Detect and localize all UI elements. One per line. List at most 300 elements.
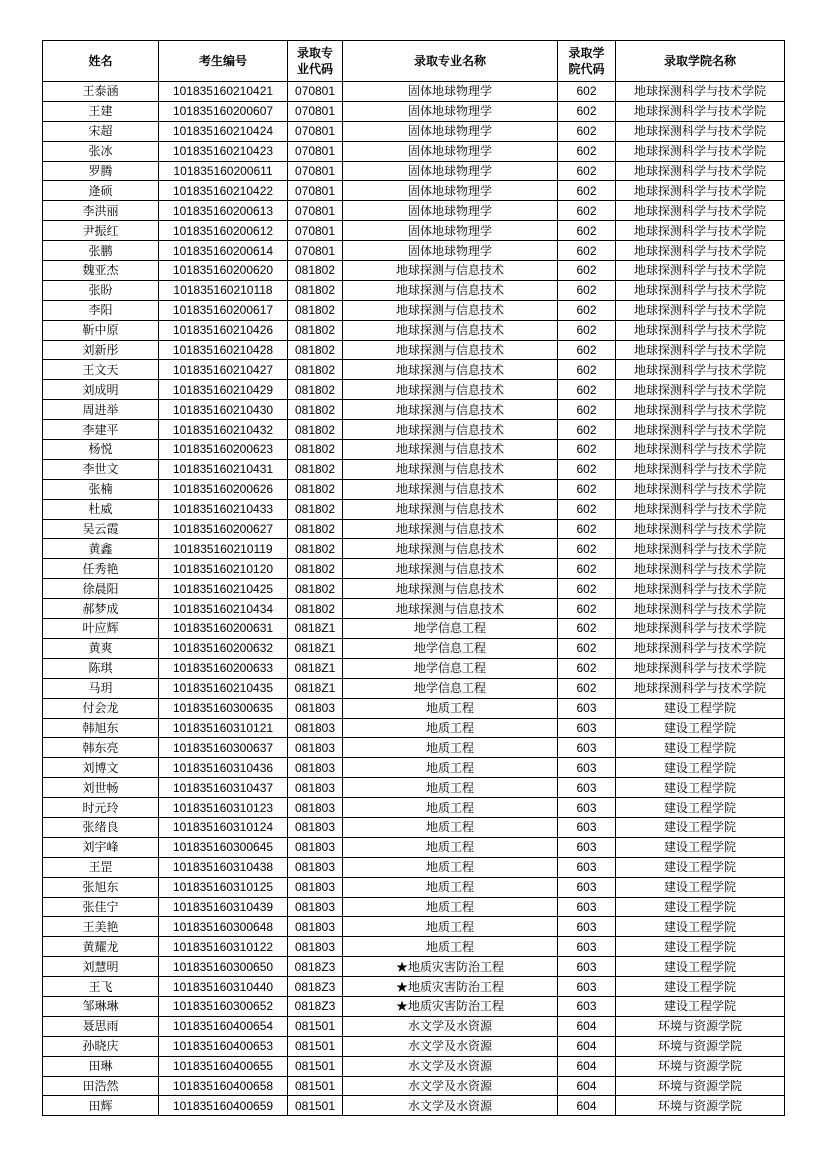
- table-row: [43, 201, 785, 221]
- table-row: [43, 619, 785, 639]
- exam-id-cell: 101835160300652: [159, 996, 288, 1016]
- college-code-cell: 603: [558, 758, 616, 778]
- college-code-cell: 602: [558, 479, 616, 499]
- table-row: [43, 638, 785, 658]
- major-code-cell: 070801: [288, 221, 343, 241]
- college-code-cell: 602: [558, 241, 616, 261]
- college-code-cell: 602: [558, 420, 616, 440]
- college-code-cell: 602: [558, 261, 616, 281]
- name-cell: 李世文: [43, 459, 159, 479]
- major-name-cell: 固体地球物理学: [343, 82, 558, 102]
- college-code-cell: 602: [558, 181, 616, 201]
- college-code-cell: 602: [558, 400, 616, 420]
- exam-id-cell: 101835160200623: [159, 440, 288, 460]
- college-code-cell: 602: [558, 380, 616, 400]
- table-row: [43, 758, 785, 778]
- table-row: [43, 121, 785, 141]
- major-code-cell: 081802: [288, 340, 343, 360]
- major-name-cell: 水文学及水资源: [343, 1056, 558, 1076]
- college-name-cell: 地球探测科学与技术学院: [616, 181, 785, 201]
- major-name-cell: 地学信息工程: [343, 638, 558, 658]
- college-code-cell: 602: [558, 658, 616, 678]
- table-row: [43, 400, 785, 420]
- college-code-cell: 603: [558, 837, 616, 857]
- college-code-cell: 603: [558, 798, 616, 818]
- name-cell: 任秀艳: [43, 559, 159, 579]
- major-code-cell: 081501: [288, 1096, 343, 1116]
- college-name-cell: 地球探测科学与技术学院: [616, 380, 785, 400]
- name-cell: 张盼: [43, 280, 159, 300]
- table-row: [43, 82, 785, 102]
- major-code-cell: 081803: [288, 877, 343, 897]
- exam-id-cell: 101835160310437: [159, 778, 288, 798]
- college-name-cell: 地球探测科学与技术学院: [616, 320, 785, 340]
- major-code-cell: 081802: [288, 479, 343, 499]
- major-name-cell: 地质工程: [343, 758, 558, 778]
- name-cell: 刘博文: [43, 758, 159, 778]
- college-code-cell: 602: [558, 499, 616, 519]
- major-code-cell: 070801: [288, 201, 343, 221]
- college-code-cell: 604: [558, 1076, 616, 1096]
- header-exam-id: 考生编号: [159, 41, 288, 82]
- college-code-cell: 602: [558, 141, 616, 161]
- major-name-cell: 地球探测与信息技术: [343, 280, 558, 300]
- exam-id-cell: 101835160300645: [159, 837, 288, 857]
- header-major-code-line2: 业代码: [296, 62, 333, 76]
- college-name-cell: 地球探测科学与技术学院: [616, 360, 785, 380]
- college-name-cell: 地球探测科学与技术学院: [616, 300, 785, 320]
- college-code-cell: 604: [558, 1016, 616, 1036]
- college-name-cell: 建设工程学院: [616, 738, 785, 758]
- college-code-cell: 602: [558, 519, 616, 539]
- college-code-cell: 604: [558, 1096, 616, 1116]
- major-code-cell: 081802: [288, 519, 343, 539]
- college-name-cell: 地球探测科学与技术学院: [616, 201, 785, 221]
- college-name-cell: 建设工程学院: [616, 857, 785, 877]
- major-name-cell: ★地质灾害防治工程: [343, 996, 558, 1016]
- major-code-cell: 0818Z1: [288, 619, 343, 639]
- college-code-cell: 602: [558, 678, 616, 698]
- major-name-cell: 地质工程: [343, 817, 558, 837]
- table-row: [43, 360, 785, 380]
- major-name-cell: 地质工程: [343, 917, 558, 937]
- college-name-cell: 地球探测科学与技术学院: [616, 619, 785, 639]
- name-cell: 刘成明: [43, 380, 159, 400]
- table-body: [43, 82, 785, 1116]
- header-college-code: [558, 41, 616, 82]
- major-code-cell: 081802: [288, 380, 343, 400]
- exam-id-cell: 101835160210425: [159, 579, 288, 599]
- major-code-cell: 081803: [288, 817, 343, 837]
- table-row: [43, 658, 785, 678]
- major-code-cell: 081803: [288, 718, 343, 738]
- college-code-cell: 602: [558, 101, 616, 121]
- name-cell: 田辉: [43, 1096, 159, 1116]
- table-row: [43, 380, 785, 400]
- table-row: [43, 579, 785, 599]
- exam-id-cell: 101835160200633: [159, 658, 288, 678]
- table-header: [43, 41, 785, 82]
- college-code-cell: 602: [558, 619, 616, 639]
- name-cell: 王泰涵: [43, 82, 159, 102]
- major-name-cell: 地球探测与信息技术: [343, 360, 558, 380]
- name-cell: 李洪丽: [43, 201, 159, 221]
- major-code-cell: 081501: [288, 1056, 343, 1076]
- college-name-cell: 地球探测科学与技术学院: [616, 161, 785, 181]
- table-row: [43, 181, 785, 201]
- name-cell: 王美艳: [43, 917, 159, 937]
- college-name-cell: 地球探测科学与技术学院: [616, 599, 785, 619]
- major-name-cell: ★地质灾害防治工程: [343, 957, 558, 977]
- exam-id-cell: 101835160400653: [159, 1036, 288, 1056]
- header-college-code-line2: 院代码: [568, 62, 605, 76]
- college-name-cell: 环境与资源学院: [616, 1016, 785, 1036]
- exam-id-cell: 101835160210421: [159, 82, 288, 102]
- name-cell: 尹振红: [43, 221, 159, 241]
- exam-id-cell: 101835160200607: [159, 101, 288, 121]
- major-name-cell: 固体地球物理学: [343, 181, 558, 201]
- major-code-cell: 081802: [288, 400, 343, 420]
- major-code-cell: 081802: [288, 559, 343, 579]
- exam-id-cell: 101835160210429: [159, 380, 288, 400]
- major-code-cell: 081803: [288, 837, 343, 857]
- college-code-cell: 603: [558, 698, 616, 718]
- major-code-cell: 081803: [288, 937, 343, 957]
- exam-id-cell: 101835160400658: [159, 1076, 288, 1096]
- major-name-cell: 地质工程: [343, 798, 558, 818]
- major-name-cell: 固体地球物理学: [343, 141, 558, 161]
- exam-id-cell: 101835160310121: [159, 718, 288, 738]
- major-name-cell: 地质工程: [343, 837, 558, 857]
- exam-id-cell: 101835160210426: [159, 320, 288, 340]
- major-name-cell: 地球探测与信息技术: [343, 380, 558, 400]
- major-code-cell: 081802: [288, 280, 343, 300]
- major-code-cell: 081802: [288, 539, 343, 559]
- name-cell: 王文天: [43, 360, 159, 380]
- major-code-cell: 081803: [288, 897, 343, 917]
- college-code-cell: 602: [558, 320, 616, 340]
- college-name-cell: 地球探测科学与技术学院: [616, 678, 785, 698]
- name-cell: 靳中原: [43, 320, 159, 340]
- college-name-cell: 建设工程学院: [616, 718, 785, 738]
- name-cell: 张鹏: [43, 241, 159, 261]
- major-code-cell: 081803: [288, 917, 343, 937]
- college-code-cell: 602: [558, 559, 616, 579]
- table-row: [43, 440, 785, 460]
- exam-id-cell: 101835160200632: [159, 638, 288, 658]
- college-code-cell: 604: [558, 1036, 616, 1056]
- name-cell: 韩旭东: [43, 718, 159, 738]
- name-cell: 李建平: [43, 420, 159, 440]
- name-cell: 徐晨阳: [43, 579, 159, 599]
- name-cell: 邹琳琳: [43, 996, 159, 1016]
- major-name-cell: 地球探测与信息技术: [343, 320, 558, 340]
- major-code-cell: 081803: [288, 798, 343, 818]
- name-cell: 叶应辉: [43, 619, 159, 639]
- college-code-cell: 602: [558, 121, 616, 141]
- major-name-cell: 地质工程: [343, 718, 558, 738]
- college-name-cell: 地球探测科学与技术学院: [616, 559, 785, 579]
- exam-id-cell: 101835160310438: [159, 857, 288, 877]
- exam-id-cell: 101835160400655: [159, 1056, 288, 1076]
- college-name-cell: 建设工程学院: [616, 877, 785, 897]
- header-college-code-line1: 录取学: [568, 46, 605, 60]
- admission-table: [42, 40, 785, 1116]
- major-code-cell: 081802: [288, 320, 343, 340]
- major-name-cell: 地学信息工程: [343, 678, 558, 698]
- exam-id-cell: 101835160210118: [159, 280, 288, 300]
- college-code-cell: 602: [558, 579, 616, 599]
- college-code-cell: 603: [558, 857, 616, 877]
- table-row: [43, 261, 785, 281]
- table-row: [43, 957, 785, 977]
- exam-id-cell: 101835160200631: [159, 619, 288, 639]
- college-name-cell: 环境与资源学院: [616, 1096, 785, 1116]
- major-name-cell: 地球探测与信息技术: [343, 579, 558, 599]
- college-name-cell: 地球探测科学与技术学院: [616, 479, 785, 499]
- table-row: [43, 837, 785, 857]
- exam-id-cell: 101835160300650: [159, 957, 288, 977]
- table-row: [43, 280, 785, 300]
- exam-id-cell: 101835160200626: [159, 479, 288, 499]
- college-code-cell: 603: [558, 877, 616, 897]
- table-row: [43, 499, 785, 519]
- exam-id-cell: 101835160210432: [159, 420, 288, 440]
- college-name-cell: 建设工程学院: [616, 996, 785, 1016]
- college-name-cell: 建设工程学院: [616, 937, 785, 957]
- table-row: [43, 1036, 785, 1056]
- college-code-cell: 602: [558, 440, 616, 460]
- college-name-cell: 地球探测科学与技术学院: [616, 638, 785, 658]
- major-code-cell: 0818Z1: [288, 678, 343, 698]
- table-row: [43, 221, 785, 241]
- exam-id-cell: 101835160300635: [159, 698, 288, 718]
- name-cell: 黄耀龙: [43, 937, 159, 957]
- exam-id-cell: 101835160310123: [159, 798, 288, 818]
- college-name-cell: 地球探测科学与技术学院: [616, 101, 785, 121]
- major-name-cell: 水文学及水资源: [343, 1036, 558, 1056]
- exam-id-cell: 101835160310436: [159, 758, 288, 778]
- major-code-cell: 0818Z3: [288, 957, 343, 977]
- name-cell: 黄爽: [43, 638, 159, 658]
- college-name-cell: 建设工程学院: [616, 798, 785, 818]
- college-code-cell: 602: [558, 201, 616, 221]
- name-cell: 张楠: [43, 479, 159, 499]
- header-row: [43, 41, 785, 82]
- exam-id-cell: 101835160310125: [159, 877, 288, 897]
- exam-id-cell: 101835160210430: [159, 400, 288, 420]
- name-cell: 郝梦成: [43, 599, 159, 619]
- major-name-cell: 地球探测与信息技术: [343, 599, 558, 619]
- table-row: [43, 778, 785, 798]
- name-cell: 王建: [43, 101, 159, 121]
- major-name-cell: 地球探测与信息技术: [343, 479, 558, 499]
- name-cell: 田浩然: [43, 1076, 159, 1096]
- major-code-cell: 081501: [288, 1076, 343, 1096]
- major-code-cell: 081803: [288, 857, 343, 877]
- major-code-cell: 081803: [288, 738, 343, 758]
- major-code-cell: 081802: [288, 420, 343, 440]
- major-name-cell: 地球探测与信息技术: [343, 261, 558, 281]
- college-code-cell: 603: [558, 937, 616, 957]
- college-name-cell: 环境与资源学院: [616, 1056, 785, 1076]
- exam-id-cell: 101835160210423: [159, 141, 288, 161]
- exam-id-cell: 101835160210424: [159, 121, 288, 141]
- major-name-cell: 水文学及水资源: [343, 1096, 558, 1116]
- college-name-cell: 地球探测科学与技术学院: [616, 141, 785, 161]
- college-code-cell: 602: [558, 638, 616, 658]
- name-cell: 宋超: [43, 121, 159, 141]
- college-name-cell: 建设工程学院: [616, 817, 785, 837]
- college-code-cell: 603: [558, 718, 616, 738]
- college-code-cell: 603: [558, 917, 616, 937]
- header-major-code-line1: 录取专: [296, 46, 333, 60]
- table-row: [43, 718, 785, 738]
- header-name: 姓名: [43, 41, 159, 82]
- header-major-name: 录取专业名称: [343, 41, 558, 82]
- major-code-cell: 081802: [288, 261, 343, 281]
- name-cell: 李阳: [43, 300, 159, 320]
- name-cell: 黄鑫: [43, 539, 159, 559]
- major-name-cell: 地球探测与信息技术: [343, 559, 558, 579]
- table-row: [43, 678, 785, 698]
- table-row: [43, 977, 785, 997]
- major-name-cell: 地质工程: [343, 778, 558, 798]
- major-name-cell: 地球探测与信息技术: [343, 459, 558, 479]
- major-name-cell: 地学信息工程: [343, 658, 558, 678]
- college-name-cell: 地球探测科学与技术学院: [616, 440, 785, 460]
- major-code-cell: 070801: [288, 241, 343, 261]
- major-name-cell: 地质工程: [343, 738, 558, 758]
- college-code-cell: 603: [558, 897, 616, 917]
- name-cell: 吴云霞: [43, 519, 159, 539]
- name-cell: 杨悦: [43, 440, 159, 460]
- header-college-name: 录取学院名称: [616, 41, 785, 82]
- major-name-cell: 固体地球物理学: [343, 121, 558, 141]
- exam-id-cell: 101835160300637: [159, 738, 288, 758]
- college-name-cell: 建设工程学院: [616, 917, 785, 937]
- major-name-cell: 地球探测与信息技术: [343, 400, 558, 420]
- table-row: [43, 241, 785, 261]
- exam-id-cell: 101835160210120: [159, 559, 288, 579]
- name-cell: 张旭东: [43, 877, 159, 897]
- major-name-cell: ★地质灾害防治工程: [343, 977, 558, 997]
- exam-id-cell: 101835160200627: [159, 519, 288, 539]
- name-cell: 马玥: [43, 678, 159, 698]
- college-name-cell: 地球探测科学与技术学院: [616, 658, 785, 678]
- college-name-cell: 地球探测科学与技术学院: [616, 400, 785, 420]
- name-cell: 聂思雨: [43, 1016, 159, 1036]
- major-code-cell: 081802: [288, 300, 343, 320]
- table-row: [43, 320, 785, 340]
- exam-id-cell: 101835160200614: [159, 241, 288, 261]
- table-row: [43, 738, 785, 758]
- exam-id-cell: 101835160200620: [159, 261, 288, 281]
- table-row: [43, 897, 785, 917]
- table-row: [43, 161, 785, 181]
- college-name-cell: 地球探测科学与技术学院: [616, 261, 785, 281]
- major-code-cell: 0818Z1: [288, 638, 343, 658]
- exam-id-cell: 101835160210422: [159, 181, 288, 201]
- name-cell: 韩东亮: [43, 738, 159, 758]
- table-row: [43, 519, 785, 539]
- table-row: [43, 539, 785, 559]
- major-code-cell: 0818Z1: [288, 658, 343, 678]
- college-name-cell: 地球探测科学与技术学院: [616, 221, 785, 241]
- college-name-cell: 环境与资源学院: [616, 1036, 785, 1056]
- college-name-cell: 建设工程学院: [616, 977, 785, 997]
- table-row: [43, 996, 785, 1016]
- college-name-cell: 建设工程学院: [616, 897, 785, 917]
- college-name-cell: 地球探测科学与技术学院: [616, 579, 785, 599]
- college-name-cell: 地球探测科学与技术学院: [616, 121, 785, 141]
- college-code-cell: 602: [558, 599, 616, 619]
- major-name-cell: 固体地球物理学: [343, 221, 558, 241]
- major-name-cell: 固体地球物理学: [343, 161, 558, 181]
- major-code-cell: 081501: [288, 1036, 343, 1056]
- major-name-cell: 固体地球物理学: [343, 101, 558, 121]
- table-row: [43, 1096, 785, 1116]
- name-cell: 时元玲: [43, 798, 159, 818]
- major-code-cell: 0818Z3: [288, 977, 343, 997]
- major-code-cell: 070801: [288, 121, 343, 141]
- major-name-cell: 地质工程: [343, 897, 558, 917]
- college-code-cell: 602: [558, 161, 616, 181]
- major-name-cell: 地球探测与信息技术: [343, 420, 558, 440]
- major-name-cell: 地质工程: [343, 857, 558, 877]
- college-code-cell: 603: [558, 957, 616, 977]
- college-code-cell: 602: [558, 221, 616, 241]
- table-row: [43, 1016, 785, 1036]
- college-name-cell: 地球探测科学与技术学院: [616, 459, 785, 479]
- major-name-cell: 固体地球物理学: [343, 241, 558, 261]
- college-code-cell: 603: [558, 977, 616, 997]
- exam-id-cell: 101835160210434: [159, 599, 288, 619]
- exam-id-cell: 101835160310124: [159, 817, 288, 837]
- college-name-cell: 建设工程学院: [616, 758, 785, 778]
- college-code-cell: 603: [558, 738, 616, 758]
- exam-id-cell: 101835160200613: [159, 201, 288, 221]
- exam-id-cell: 101835160310439: [159, 897, 288, 917]
- name-cell: 王罡: [43, 857, 159, 877]
- college-code-cell: 603: [558, 817, 616, 837]
- table-row: [43, 459, 785, 479]
- major-code-cell: 070801: [288, 82, 343, 102]
- major-name-cell: 地球探测与信息技术: [343, 539, 558, 559]
- table-row: [43, 857, 785, 877]
- college-name-cell: 地球探测科学与技术学院: [616, 519, 785, 539]
- name-cell: 张冰: [43, 141, 159, 161]
- name-cell: 陈琪: [43, 658, 159, 678]
- college-name-cell: 建设工程学院: [616, 837, 785, 857]
- college-code-cell: 602: [558, 539, 616, 559]
- major-name-cell: 地球探测与信息技术: [343, 519, 558, 539]
- major-name-cell: 水文学及水资源: [343, 1076, 558, 1096]
- college-name-cell: 地球探测科学与技术学院: [616, 499, 785, 519]
- table-row: [43, 917, 785, 937]
- exam-id-cell: 101835160210427: [159, 360, 288, 380]
- college-name-cell: 建设工程学院: [616, 778, 785, 798]
- college-code-cell: 602: [558, 360, 616, 380]
- table-row: [43, 101, 785, 121]
- exam-id-cell: 101835160210119: [159, 539, 288, 559]
- table-row: [43, 1056, 785, 1076]
- college-name-cell: 地球探测科学与技术学院: [616, 241, 785, 261]
- table-row: [43, 141, 785, 161]
- table-row: [43, 559, 785, 579]
- major-name-cell: 地球探测与信息技术: [343, 499, 558, 519]
- exam-id-cell: 101835160400654: [159, 1016, 288, 1036]
